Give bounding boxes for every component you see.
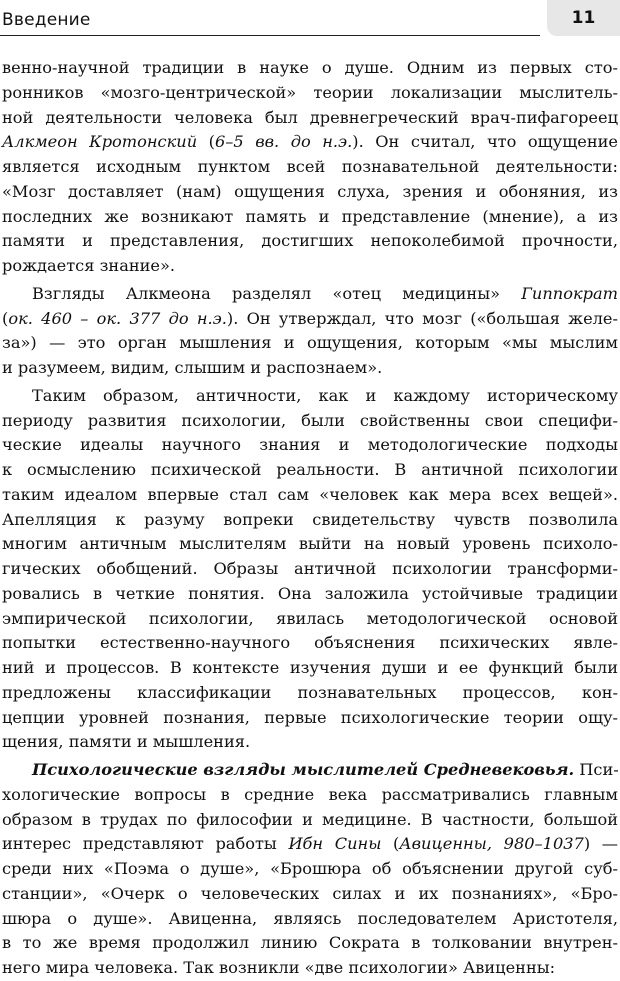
text-line xyxy=(2,409,618,434)
page-number-box xyxy=(547,0,620,36)
text-run: образом в трудах по философии и медицине. В частности, большой xyxy=(2,809,618,829)
text-line xyxy=(2,483,618,508)
text-line xyxy=(2,384,618,409)
emphasized-text: Алкмеон Кротонский xyxy=(2,132,198,152)
text-line xyxy=(2,254,618,279)
header-rule xyxy=(0,35,540,36)
text-run: памяти и представления, достигших непоколебимой прочности, xyxy=(2,231,618,251)
emphasized-text: 6–5 вв. до н.э. xyxy=(215,132,353,152)
text-line xyxy=(2,706,618,731)
text-run: рождается знание». xyxy=(2,256,176,275)
text-run: ). Он утверждал, что мозг («большая желе- xyxy=(226,308,618,328)
text-run: ) — xyxy=(583,834,618,854)
text-run: последних же возникают память и представление (мнение), а из xyxy=(2,206,618,226)
text-run: него мира человека. Так возникли «две психологии» Авиценны: xyxy=(2,958,556,977)
text-run: Апелляция к разуму вопреки свидетельству чувств позволила xyxy=(2,509,618,529)
text-run: предложены классификации познавательных процессов, кон- xyxy=(2,682,618,702)
text-line xyxy=(2,832,618,857)
paragraph xyxy=(2,758,618,981)
text-line xyxy=(2,130,618,155)
text-line xyxy=(2,180,618,205)
text-line xyxy=(2,155,618,180)
text-line xyxy=(2,857,618,882)
text-line xyxy=(2,433,618,458)
text-line xyxy=(2,458,618,483)
text-line xyxy=(2,81,618,106)
text-line xyxy=(2,956,618,981)
text-run: щения, памяти и мышления. xyxy=(2,732,251,752)
page-header xyxy=(0,0,620,40)
paragraph xyxy=(2,56,618,279)
text-run: шюра о душе». Авиценна, являясь последователем Аристотеля, xyxy=(2,908,618,928)
text-run: ( xyxy=(2,308,9,328)
text-run: цепции уровней познания, первые психологические теории ощу- xyxy=(2,707,618,727)
text-line xyxy=(2,931,618,956)
text-run: хологические вопросы в средние века рассматривались главным xyxy=(2,784,618,804)
text-line xyxy=(2,508,618,533)
text-run: ной деятельности человека был древнегреческий врач-пифагореец xyxy=(2,107,618,127)
text-line xyxy=(2,882,618,907)
text-run: станции», «Очерк о человеческих силах и их познаниях», «Бро- xyxy=(2,883,618,903)
text-run: ). Он считал, что ощущение xyxy=(352,132,618,152)
text-run: и разумеем, видим, слышим и распознаем». xyxy=(2,358,383,377)
text-line xyxy=(2,106,618,131)
text-run: периоду развития психологии, были свойственны свои специфи- xyxy=(2,410,618,430)
text-line xyxy=(2,229,618,254)
text-line xyxy=(2,56,618,81)
text-line xyxy=(2,607,618,632)
text-run: попытки естественно-научного объяснения психических явле- xyxy=(2,633,618,653)
text-line xyxy=(2,730,618,755)
text-run: Взгляды Алкмеона разделял «отец медицины» xyxy=(32,283,522,303)
text-run: «Мозг доставляет (нам) ощущения слуха, зрения и обоняния, из xyxy=(2,181,618,201)
paragraph xyxy=(2,384,618,755)
text-run: ровались в четкие понятия. Она заложила устойчивые традиции xyxy=(2,583,618,603)
text-run: ( xyxy=(197,132,215,152)
emphasized-text: ок. 460 – ок. 377 до н.э. xyxy=(8,308,227,328)
text-run: Таким образом, античности, как и каждому историческому xyxy=(32,385,618,405)
text-line xyxy=(2,808,618,833)
text-run: ческие идеалы научного знания и методологические подходы xyxy=(2,435,618,455)
text-line xyxy=(2,205,618,230)
text-line xyxy=(2,907,618,932)
text-run: эмпирической психологии, явилась методологической основой xyxy=(2,608,618,628)
text-line xyxy=(2,282,618,307)
text-line xyxy=(2,307,618,332)
emphasized-text: Авиценны, 980–1037 xyxy=(399,834,584,854)
paragraph xyxy=(2,282,618,381)
emphasized-text: Психологические взгляды мыслителей Средневековья. xyxy=(32,760,575,779)
text-run: ний и процессов. В контексте изучения души и ее функций были xyxy=(2,658,618,677)
text-run: в то же время продолжил линию Сократа в толковании внутрен- xyxy=(2,933,618,953)
page-number: 11 xyxy=(571,8,596,28)
text-run: гических обобщений. Образы античной психологии трансформи- xyxy=(2,559,618,578)
emphasized-text: Гиппократ xyxy=(521,283,618,303)
text-run: многим античным мыслителям выйти на новый уровень психоло- xyxy=(2,534,618,554)
text-line xyxy=(2,532,618,557)
text-run: является исходным пунктом всей познавательной деятельности: xyxy=(2,157,618,176)
text-run: интерес представляют работы xyxy=(2,834,289,854)
text-line xyxy=(2,656,618,681)
body-text xyxy=(2,56,618,981)
text-run: среди них «Поэма о душе», «Брошюра об объяснении другой суб- xyxy=(2,859,618,878)
text-line xyxy=(2,631,618,656)
text-line xyxy=(2,356,618,381)
text-line xyxy=(2,783,618,808)
text-line xyxy=(2,582,618,607)
text-line xyxy=(2,557,618,582)
text-run: к осмыслению психической реальности. В античной психологии xyxy=(2,460,618,479)
text-run: таким идеалом впервые стал сам «человек как мера всех вещей». xyxy=(2,484,618,504)
text-run: за») — это орган мышления и ощущения, которым «мы мыслим xyxy=(2,333,618,353)
text-run: венно-научной традиции в науке о душе. Одним из первых сто- xyxy=(2,58,618,77)
text-run: ронников «мозго-центрической» теории локализации мыслитель- xyxy=(2,82,618,102)
text-line xyxy=(2,758,618,783)
text-line xyxy=(2,681,618,706)
section-title: Введение xyxy=(2,10,91,30)
emphasized-text: Ибн Сины xyxy=(288,834,382,854)
text-run: Пси- xyxy=(574,760,619,779)
text-line xyxy=(2,331,618,356)
text-run: ( xyxy=(381,834,400,854)
